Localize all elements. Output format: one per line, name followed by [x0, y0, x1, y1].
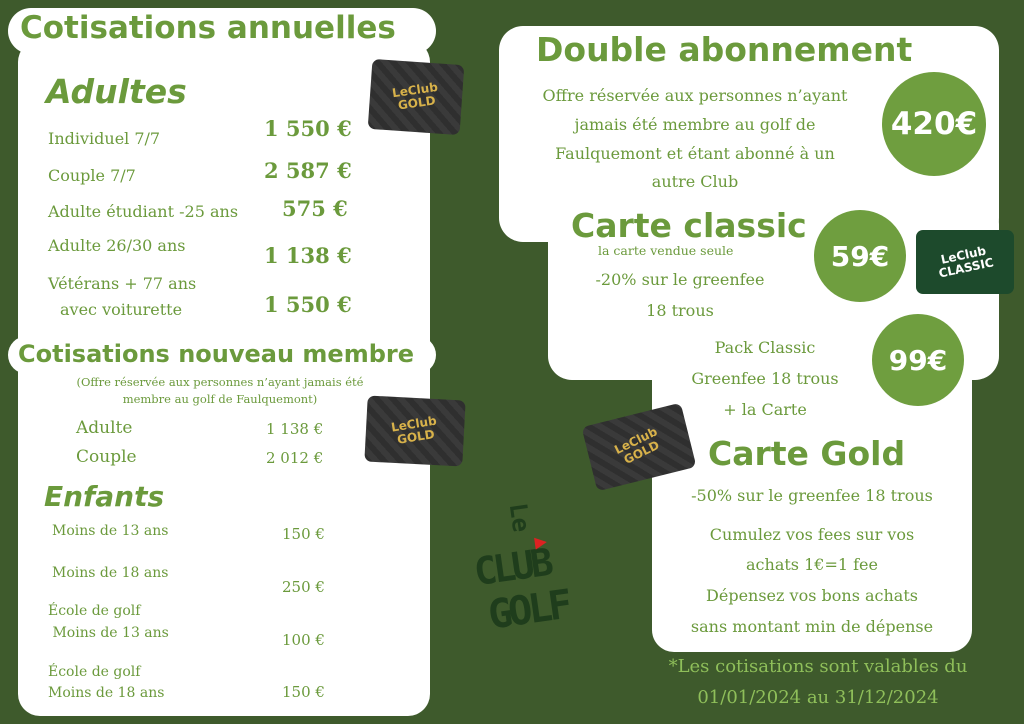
classic-card-image — [916, 230, 1014, 294]
enfants-row-label: Moins de 13 ans — [48, 625, 169, 641]
left-title: Cotisations annuelles — [20, 10, 396, 46]
flag-icon — [534, 536, 548, 550]
classic-card-text: LeClub CLASSIC — [937, 243, 995, 281]
gold-line: sans montant min de dépense — [690, 617, 934, 636]
gold-card-text: LeClub GOLD — [391, 79, 439, 113]
double-line: Offre réservée aux personnes n’ayant — [542, 86, 848, 105]
double-title: Double abonnement — [536, 30, 913, 69]
gold-card-text: LeClub GOLD — [612, 424, 662, 467]
pack-line: + la Carte — [723, 400, 807, 419]
classic-line: -20% sur le greenfee — [595, 270, 765, 289]
adultes-heading: Adultes — [46, 72, 187, 111]
pack-line: Greenfee 18 trous — [691, 369, 839, 388]
nouveau-row-price: 2 012 € — [266, 449, 324, 467]
classic-title: Carte classic — [571, 206, 807, 245]
enfants-row-label: École de golf — [48, 664, 141, 680]
club-golf-logo — [459, 492, 610, 669]
nouveau-row-label: Adulte — [76, 418, 133, 438]
pack-price-badge — [872, 314, 964, 406]
adult-row-price: 575 € — [282, 196, 348, 221]
enfants-row-label: Moins de 18 ans — [52, 565, 169, 581]
enfants-row-label: Moins de 18 ans — [48, 685, 165, 701]
enfants-row-price: 250 € — [282, 578, 325, 596]
classic-line: 18 trous — [646, 301, 714, 320]
logo-le: Le — [503, 501, 536, 534]
adult-row-label: avec voiturette — [60, 300, 183, 319]
adult-row-label: Individuel 7/7 — [48, 129, 161, 148]
nouveau-heading: Cotisations nouveau membre — [18, 340, 414, 368]
double-line: autre Club — [651, 172, 739, 191]
enfants-row-price: 150 € — [282, 683, 325, 701]
gold-card-text: LeClub GOLD — [390, 413, 438, 447]
gold-card-image — [368, 59, 465, 135]
adult-row-price: 2 587 € — [264, 158, 352, 183]
adult-row-label: Vétérans + 77 ans — [48, 274, 197, 293]
adult-row-price: 1 550 € — [264, 116, 352, 141]
enfants-heading: Enfants — [44, 480, 165, 513]
classic-price: 59€ — [830, 239, 890, 273]
gold-card-image — [364, 395, 465, 466]
classic-sub: la carte vendue seule — [598, 243, 734, 258]
enfants-row-price: 100 € — [282, 631, 325, 649]
adult-row-price: 1 138 € — [264, 243, 352, 268]
adult-row-label: Adulte étudiant -25 ans — [48, 202, 239, 221]
double-line: Faulquemont et étant abonné à un — [555, 144, 835, 163]
gold-title: Carte Gold — [708, 434, 906, 473]
nouveau-note: membre au golf de Faulquemont) — [122, 392, 318, 406]
nouveau-row-label: Couple — [76, 447, 137, 467]
enfants-row-label: École de golf — [48, 603, 141, 619]
double-price: 420€ — [890, 106, 978, 142]
double-line: jamais été membre au golf de — [574, 115, 816, 134]
gold-line: achats 1€=1 fee — [746, 555, 878, 574]
pack-price: 99€ — [888, 343, 948, 377]
logo-club: CLUB — [471, 540, 553, 595]
gold-line: -50% sur le greenfee 18 trous — [691, 486, 933, 505]
double-price-badge — [882, 72, 986, 176]
footer-note: *Les cotisations sont valables du — [668, 656, 968, 677]
pack-line: Pack Classic — [714, 338, 816, 357]
nouveau-note: (Offre réservée aux personnes n’ayant jamais été — [76, 375, 364, 389]
enfants-row-label: Moins de 13 ans — [52, 523, 169, 539]
gold-line: Dépensez vos bons achats — [706, 586, 918, 605]
adult-row-price: 1 550 € — [264, 292, 352, 317]
classic-price-badge — [814, 210, 906, 302]
nouveau-row-price: 1 138 € — [266, 420, 324, 438]
enfants-row-price: 150 € — [282, 525, 325, 543]
adult-row-label: Adulte 26/30 ans — [48, 236, 186, 255]
footer-dates: 01/01/2024 au 31/12/2024 — [697, 687, 939, 708]
adult-row-label: Couple 7/7 — [48, 166, 136, 185]
logo-golf: GOLF — [485, 581, 572, 639]
gold-line: Cumulez vos fees sur vos — [709, 525, 915, 544]
